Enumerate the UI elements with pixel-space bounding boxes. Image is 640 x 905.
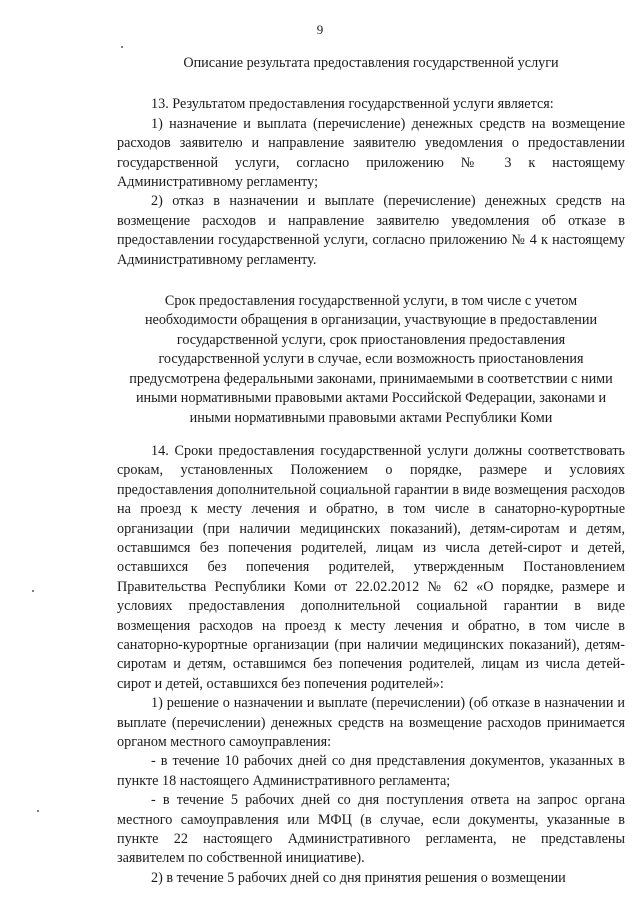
scan-speck	[121, 46, 123, 48]
section-title-terms: Срок предоставления государственной услуги, в том числе с учетом необходимости обращения в организации, участвующие в предоставлении государственной услуги, срок приостановления предоставления государственной услуги в случае, если возможность приостановления предусмотрена федеральными законами, принимаемыми в соответствии с ними иными нормативными правовыми актами Российской Федерации, законами и иными нормативными правовыми актами Республики Коми	[129, 293, 613, 426]
paragraph-14: 14. Сроки предоставления государственной услуги должны соответствовать срокам, установленных Положением о порядке, размере и условиях предоставления дополнительной социальной гарантии в виде возмещения расходов на проезд к месту лечения и обратно, в том числе в санаторно-курортные организации (при наличии медицинских показаний), детям-сиротам и детям, оставшимся без попечения родителей, лицам из числа детей-сирот и детей, оставшихся без попечения родителей, утвержденным Постановлением Правительства Республики Коми от 22.02.2012 № 62 «О порядке, размере и условиях предоставления дополнительной социальной гарантии в виде возмещения расходов на проезд к месту лечения и обратно, в том числе в санаторно-курортные организации (при наличии медицинских показаний), детям-сиротам и детям, оставшимся без попечения родителей, лицам из числа детей-сирот и детей, оставшихся без попечения родителей»:	[117, 442, 625, 692]
scan-speck	[32, 590, 34, 592]
scan-speck	[37, 810, 39, 812]
paragraph-14-item-1-dash-2: - в течение 5 рабочих дней со дня поступления ответа на запрос органа местного самоуправления или МФЦ (в случае, если документы, указанные в пункте 22 настоящего Административного регламента, не представлены заявителем по собственной инициативе).	[117, 792, 625, 867]
paragraph-14-item-2: 2) в течение 5 рабочих дней со дня принятия решения о возмещении	[151, 869, 566, 886]
paragraph-14-item-1: 1) решение о назначении и выплате (перечислении) (об отказе в назначении и выплате (перечислении) денежных средств на возмещение расходов принимается органом местного самоуправления:	[117, 695, 625, 750]
paragraph-13: 13. Результатом предоставления государственной услуги является:	[151, 96, 554, 113]
page-number: 9	[316, 22, 324, 37]
paragraph-14-item-1-dash-1: - в течение 10 рабочих дней со дня представления документов, указанных в пункте 18 настоящего Административного регламента;	[117, 753, 625, 789]
paragraph-13-item-2: 2) отказ в назначении и выплате (перечисление) денежных средств на возмещение расходов и направление заявителю уведомления об отказе в предоставлении государственной услуги, согласно приложению № 4 к настоящему Административному регламенту.	[117, 193, 625, 268]
section-title-result: Описание результата предоставления государственной услуги	[183, 55, 559, 71]
page-content	[117, 54, 625, 888]
paragraph-13-item-1: 1) назначение и выплата (перечисление) денежных средств на возмещение расходов заявителю и направление заявителю уведомления о предоставлении государственной услуги, согласно приложению № 3 к настоящему Административному регламенту;	[117, 115, 625, 191]
